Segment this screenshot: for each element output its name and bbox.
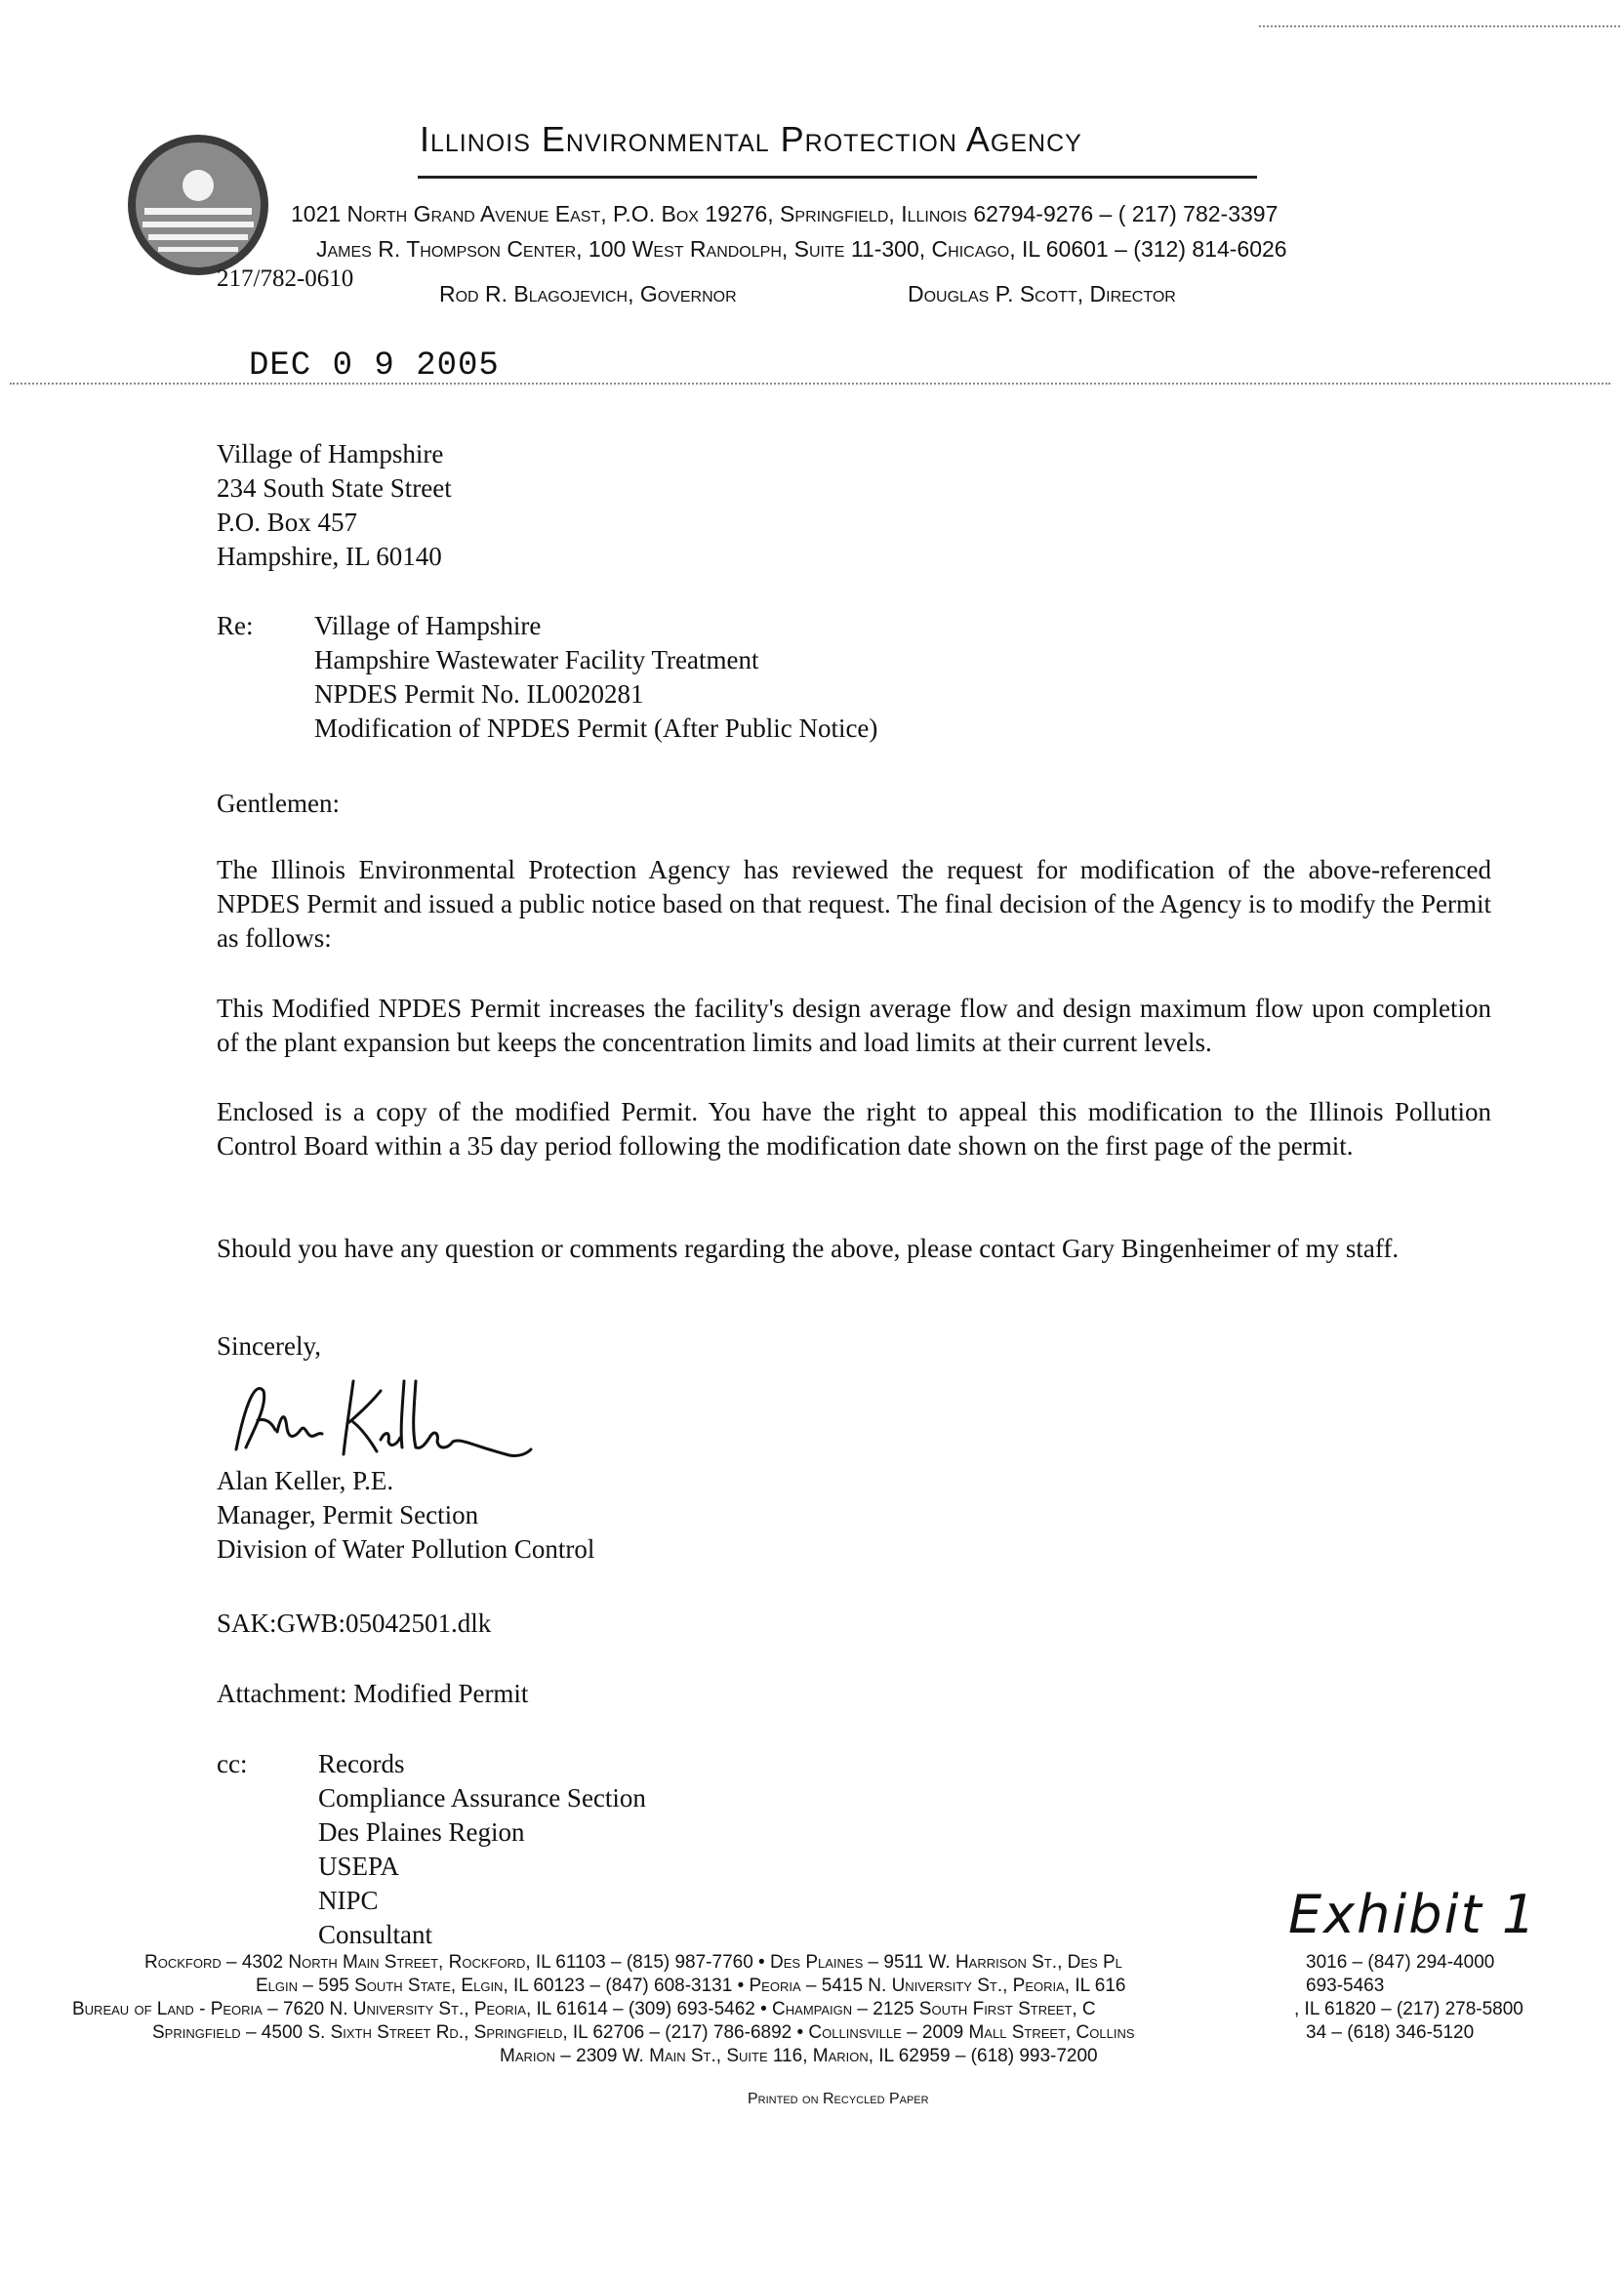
signer-name: Alan Keller, P.E. [217, 1466, 394, 1495]
recipient-line: Village of Hampshire [217, 439, 444, 469]
footer-line-5: Marion – 2309 W. Main St., Suite 116, Marion, IL 62959 – (618) 993-7200 [500, 2046, 1098, 2066]
handwritten-signature [217, 1362, 548, 1469]
body-paragraph-3: Enclosed is a copy of the modified Permit. You have the right to appeal this modification to the Illinois Pollution Control Board within a 35 day period following the modification date shown on the first page of the permit. [217, 1097, 1491, 1161]
cc-list [318, 1747, 646, 1952]
re-line: Modification of NPDES Permit (After Public Notice) [314, 713, 878, 743]
cc-item: Des Plaines Region [318, 1817, 525, 1847]
recipient-line: Hampshire, IL 60140 [217, 542, 442, 571]
governor-name: Rod R. Blagojevich, Governor [439, 281, 737, 306]
re-line: Village of Hampshire [314, 611, 542, 640]
date-stamp: DEC 0 9 2005 [249, 347, 500, 385]
recycled-paper-note: Printed on Recycled Paper [748, 2091, 929, 2107]
agency-seal-logo [125, 132, 271, 278]
attachment-line: Attachment: Modified Permit [217, 1679, 529, 1708]
footer-line-2-right: 693-5463 [1306, 1976, 1385, 1996]
letterhead-rule [418, 176, 1257, 179]
agency-name: Illinois Environmental Protection Agency [420, 119, 1082, 159]
reference-code: SAK:GWB:05042501.dlk [217, 1609, 492, 1638]
re-line: NPDES Permit No. IL0020281 [314, 679, 644, 709]
cc-item: NIPC [318, 1886, 379, 1915]
footer-line-2: Elgin – 595 South State, Elgin, IL 60123 – (847) 608-3131 • Peoria – 5415 N. University St., Peoria, IL 616 [256, 1976, 1126, 1996]
body-paragraph-4: Should you have any question or comments regarding the above, please contact Gary Bingenheimer of my staff. [217, 1234, 1400, 1263]
footer-line-4-right: 34 – (618) 346-5120 [1306, 2022, 1475, 2043]
footer-line-4: Springfield – 4500 S. Sixth Street Rd., Springfield, IL 62706 – (217) 786-6892 • Collinsville – 2009 Mall Street, Collins [152, 2022, 1135, 2043]
address-springfield: 1021 North Grand Avenue East, P.O. Box 19276, Springfield, Illinois 62794-9276 – ( 217) 782-3397 [291, 201, 1279, 226]
scan-artifact-line [1259, 25, 1620, 27]
body-paragraph-1: The Illinois Environmental Protection Agency has reviewed the request for modification of the above-referenced NPDES Permit and issued a public notice based on that request. The final decision of the Agency is to modify the Permit as follows: [217, 855, 1491, 953]
signer-block [217, 1464, 594, 1567]
footer-line-1-right: 3016 – (847) 294-4000 [1306, 1952, 1495, 1973]
recipient-address [217, 437, 452, 574]
address-chicago: James R. Thompson Center, 100 West Randolph, Suite 11-300, Chicago, IL 60601 – (312) 814-6026 [316, 236, 1287, 262]
cc-item: USEPA [318, 1852, 400, 1881]
phone-number: 217/782-0610 [217, 265, 354, 292]
cc-item: Compliance Assurance Section [318, 1783, 646, 1813]
cc-label: cc: [217, 1749, 248, 1778]
recipient-line: 234 South State Street [217, 473, 452, 503]
director-name: Douglas P. Scott, Director [908, 281, 1176, 306]
cc-item: Consultant [318, 1920, 433, 1949]
body-paragraph-2: This Modified NPDES Permit increases the facility's design average flow and design maximum flow upon completion of the plant expansion but keeps the concentration limits and load limits at their current levels. [217, 994, 1491, 1057]
signer-division: Division of Water Pollution Control [217, 1534, 595, 1564]
cc-item: Records [318, 1749, 405, 1778]
exhibit-label: Exhibit 1 [1288, 1884, 1538, 1945]
footer-line-1: Rockford – 4302 North Main Street, Rockford, IL 61103 – (815) 987-7760 • Des Plaines – 9511 W. Harrison St., Des Pl [144, 1952, 1122, 1973]
recipient-line: P.O. Box 457 [217, 508, 358, 537]
re-line: Hampshire Wastewater Facility Treatment [314, 645, 759, 674]
footer-line-3-right: , IL 61820 – (217) 278-5800 [1294, 1999, 1523, 2019]
re-label: Re: [217, 611, 254, 640]
closing: Sincerely, [217, 1331, 321, 1361]
salutation: Gentlemen: [217, 789, 340, 818]
footer-line-3: Bureau of Land - Peoria – 7620 N. University St., Peoria, IL 61614 – (309) 693-5462 • Champaign – 2125 South First Street, C [72, 1999, 1096, 2019]
signer-title: Manager, Permit Section [217, 1500, 479, 1529]
re-subject [314, 609, 877, 746]
